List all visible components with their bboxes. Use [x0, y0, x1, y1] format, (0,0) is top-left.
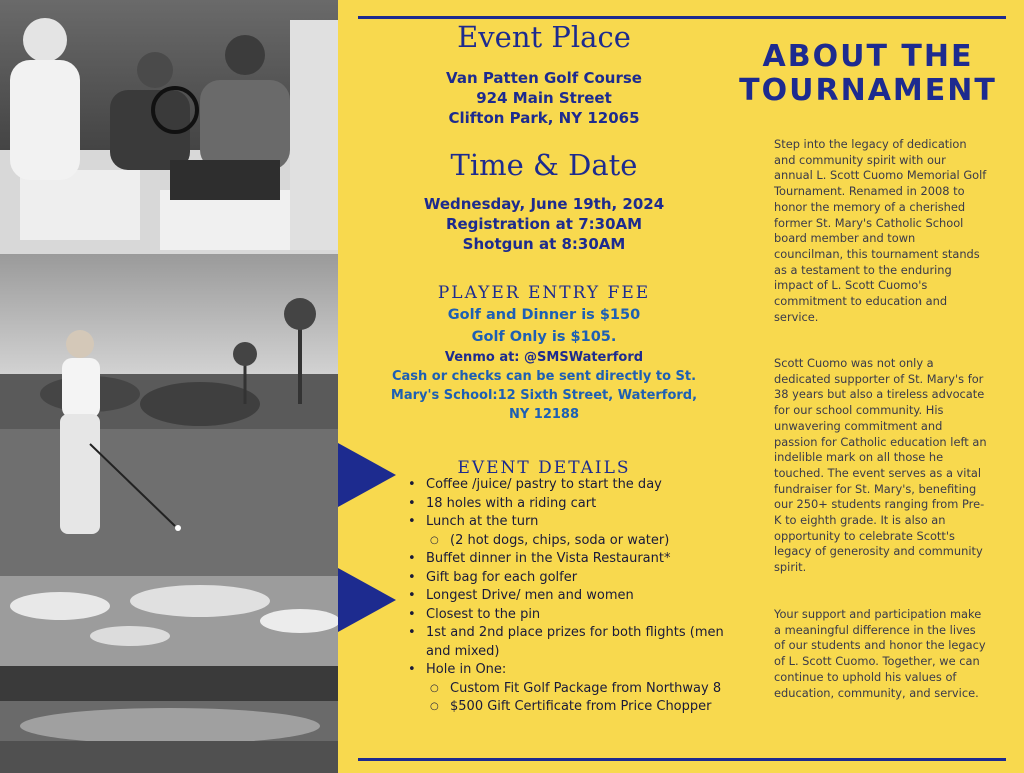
photo-golfer-swinging: [0, 254, 338, 576]
top-divider: [358, 16, 1006, 19]
mail-instructions-3: NY 12188: [508, 407, 580, 422]
event-details-heading-wrap: [355, 458, 733, 478]
venue-name: Van Patten Golf Course: [446, 69, 642, 87]
bullet-icon: •: [408, 588, 416, 603]
about-title-line-1: ABOUT THE: [762, 39, 974, 74]
time-date-heading: Time & Date: [450, 148, 638, 182]
event-place-heading: Event Place: [457, 20, 631, 54]
bullet-icon: •: [408, 606, 416, 622]
entry-fee-section: [355, 283, 733, 424]
event-place-address: [355, 68, 733, 128]
shotgun-time: Shotgun at 8:30AM: [462, 235, 626, 253]
event-date: Wednesday, June 19th, 2024: [423, 195, 665, 213]
list-item: • Lunch at the turn: [404, 513, 734, 532]
list-item: ○ Custom Fit Golf Package from Northway 8: [404, 680, 734, 699]
list-item: • Hole in One:: [404, 661, 734, 680]
bullet-icon: •: [408, 514, 416, 529]
event-details-heading: EVENT DETAILS: [457, 458, 631, 478]
registration-time: Registration at 7:30AM: [445, 215, 643, 233]
circle-bullet-icon: ○: [430, 534, 439, 546]
list-item: • 1st and 2nd place prizes for both flights (men and mixed): [408, 625, 724, 659]
about-title-line-2: TOURNAMENT: [739, 73, 997, 108]
arrow-marker-bottom: [338, 568, 396, 632]
bottom-divider: [358, 758, 1006, 761]
time-date-section: [355, 148, 733, 254]
circle-bullet-icon: ○: [430, 701, 439, 712]
photo-golf-course-landscape: [0, 576, 338, 773]
fee-golf-dinner: Golf and Dinner is $150: [447, 307, 641, 323]
list-item: • Longest Drive/ men and women: [404, 587, 734, 606]
bullet-icon: •: [408, 495, 416, 511]
venue-city: Clifton Park, NY 12065: [448, 109, 640, 127]
venue-street: 924 Main Street: [476, 89, 612, 107]
circle-bullet-icon: ○: [430, 682, 439, 694]
bullet-icon: •: [408, 551, 416, 566]
mail-instructions-1: Cash or checks can be sent directly to St.: [391, 369, 697, 384]
list-item: ○ (2 hot dogs, chips, soda or water): [404, 532, 734, 551]
list-item: • Buffet dinner in the Vista Restaurant*: [404, 550, 734, 569]
list-item: • 18 holes with a riding cart: [404, 495, 734, 514]
about-paragraph-3: Your support and participation make a meaningful difference in the lives of our students and honor the legacy of L. Scott Cuomo. Together, we can continue to uphold his values of education, community, and service.: [774, 607, 986, 700]
event-details-list: [404, 476, 734, 717]
venmo-handle: Venmo at: @SMSWaterford: [444, 350, 644, 365]
about-paragraph-1: Step into the legacy of dedication and community spirit with our annual L. Scott Cuomo Memorial Golf Tournament. Renamed in 2008 to honor the memory of a cherished former St. Mary's Catholic School board member and town councilman, this tournament stands as a testament to the enduring impact of L. Scott Cuomo's commitment to education and service.: [774, 137, 987, 324]
about-paragraph-2: Scott Cuomo was not only a dedicated supporter of St. Mary's for 38 years but also a tireless advocate for our school community. His unwavering commitment and passion for Catholic education left an indelible mark on all those he touched. The event serves as a vital fundraiser for St. Mary's, benefiting our 250+ students ranging from Pre-K to eighth grade. It is also an opportunity to celebrate Scott's legacy of generosity and community spirit.: [774, 356, 987, 575]
photo-column: [0, 0, 338, 773]
event-place-section: [355, 20, 733, 128]
list-item: • Closest to the pin: [404, 606, 734, 625]
time-date-details: [355, 194, 733, 254]
entry-fee-heading: PLAYER ENTRY FEE: [437, 283, 651, 303]
fee-golf-only: Golf Only is $105.: [471, 329, 617, 345]
list-item: • Gift bag for each golfer: [404, 569, 734, 588]
about-title: [734, 40, 1002, 108]
mail-instructions-2: Mary's School:12 Sixth Street, Waterford,: [390, 388, 698, 403]
list-item: • Coffee /juice/ pastry to start the day: [404, 476, 734, 495]
list-item: ○ $500 Gift Certificate from Price Chopper: [404, 698, 734, 717]
bullet-icon: •: [408, 662, 416, 677]
bullet-icon: •: [408, 569, 416, 585]
bullet-icon: •: [408, 625, 416, 640]
bullet-icon: •: [408, 477, 416, 492]
photo-golfers-in-cart: [0, 0, 338, 254]
